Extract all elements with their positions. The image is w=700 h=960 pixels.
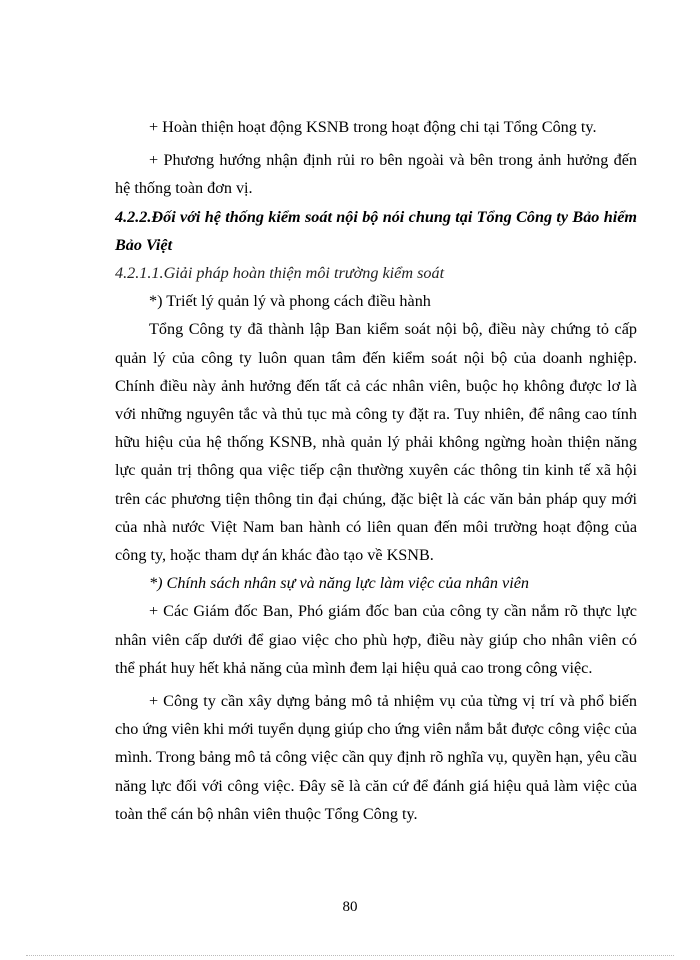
page-content xyxy=(115,113,637,828)
paragraph-internal-control-board: Tổng Công ty đã thành lập Ban kiểm soát nội bộ, điều này chứng tỏ cấp quản lý của công ty luôn quan tâm đến kiểm soát nội bộ của doanh nghiệp. Chính điều này ảnh hưởng đến tất cả các nhân viên, buộc họ không được lơ là với những nguyên tắc và thủ tục mà công ty đặt ra. Tuy nhiên, để nâng cao tính hữu hiệu của hệ thống KSNB, nhà quản lý phải không ngừng hoàn thiện năng lực quản trị thông qua việc tiếp cận thường xuyên các thông tin kinh tế xã hội trên các phương tiện thông tin đại chúng, đặc biệt là các văn bản pháp quy mới của nhà nước Việt Nam ban hành có liên quan đến môi trường hoạt động của công ty, hoặc tham dự án khác đào tạo về KSNB. xyxy=(115,320,637,565)
paragraph-hr-policy-heading: *) Chính sách nhân sự và năng lực làm việc của nhân viên xyxy=(149,574,530,593)
subsection-heading-4-2-1-1: 4.2.1.1.Giải pháp hoàn thiện môi trường kiểm soát xyxy=(115,264,445,283)
paragraph-management-philosophy: *) Triết lý quản lý và phong cách điều hành xyxy=(149,292,431,311)
paragraph-chi-activity: + Hoàn thiện hoạt động KSNB trong hoạt động chi tại Tổng Công ty. xyxy=(149,118,597,136)
paragraph-risk-direction: + Phương hướng nhận định rủi ro bên ngoài và bên trong ảnh hưởng đến hệ thống toàn đơn vị. xyxy=(115,151,637,198)
section-heading-4-2-2: 4.2.2.Đối với hệ thống kiểm soát nội bộ nói chung tại Tổng Công ty Bảo hiểm Bảo Việt xyxy=(115,207,637,254)
page-bottom-rule xyxy=(26,955,674,956)
page-number: 80 xyxy=(342,899,358,915)
paragraph-directors-staff: + Các Giám đốc Ban, Phó giám đốc ban của công ty cần nắm rõ thực lực nhân viên cấp dưới để giao việc cho phù hợp, điều này giúp cho nhân viên có thể phát huy hết khả năng của mình đem lại hiệu quả cao trong công việc. xyxy=(115,602,637,677)
paragraph-job-description: + Công ty cần xây dựng bảng mô tả nhiệm vụ của từng vị trí và phổ biến cho ứng viên khi mới tuyển dụng giúp cho ứng viên nắm bắt được công việc của mình. Trong bảng mô tả công việc cần quy định rõ nghĩa vụ, quyền hạn, yêu cầu năng lực đối với công việc. Đây sẽ là căn cứ để đánh giá hiệu quả làm việc của toàn thể cán bộ nhân viên thuộc Tổng Công ty. xyxy=(115,692,637,823)
